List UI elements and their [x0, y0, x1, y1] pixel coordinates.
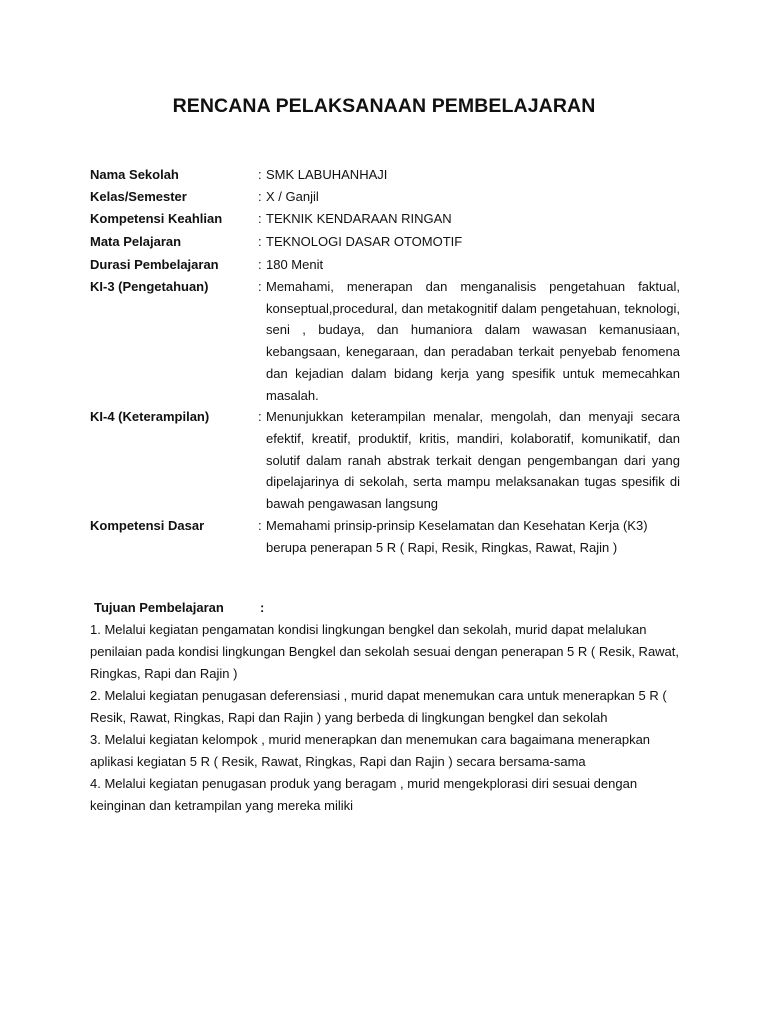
colon: : [258, 517, 262, 533]
colon: : [260, 600, 265, 615]
info-table [90, 164, 680, 559]
info-row-kelas-semester [90, 186, 680, 208]
colon: : [258, 257, 262, 272]
info-row-durasi [90, 254, 680, 276]
colon: : [258, 211, 262, 226]
info-label: KI-3 (Pengetahuan) [90, 279, 209, 294]
colon: : [258, 167, 262, 182]
info-row-kompetensi-dasar [90, 515, 680, 559]
info-label: KI-4 (Keterampilan) [90, 409, 210, 425]
info-row-ki3 [90, 276, 680, 406]
objectives-heading-label: Tujuan Pembelajaran [94, 600, 224, 615]
objective-item: 2. Melalui kegiatan penugasan deferensiasi , murid dapat menemukan cara untuk menerapkan 5 R ( Resik, Rawat, Ringkas, Rapi dan Rajin ) yang berbeda di lingkungan bengkel dan sekolah [90, 688, 667, 725]
learning-objectives [90, 597, 682, 817]
info-value: 180 Menit [266, 257, 324, 272]
info-value: Memahami, menerapan dan menganalisis pengetahuan faktual, konseptual,procedural, dan metakognitif dalam pengetahuan, teknologi, seni , budaya, dan humaniora dalam wawasan kemanusiaan, kebangsaan, kenegaraan, dan peradaban terkait penyebab fenomena dan kejadian dalam bidang kerja yang spesifik untuk memecahkan masalah. [266, 279, 680, 403]
info-label: Kompetensi Dasar [90, 517, 205, 533]
info-row-kompetensi-keahlian [90, 208, 680, 231]
info-row-ki4 [90, 406, 680, 515]
info-value: X / Ganjil [266, 189, 319, 204]
colon: : [258, 189, 262, 204]
info-row-mata-pelajaran [90, 231, 680, 254]
document-title: RENCANA PELAKSANAAN PEMBELAJARAN [172, 95, 596, 117]
colon: : [258, 409, 262, 425]
info-label: Mata Pelajaran [90, 234, 182, 249]
info-value: TEKNOLOGI DASAR OTOMOTIF [266, 234, 463, 249]
info-label: Kelas/Semester [90, 189, 187, 204]
info-row-nama-sekolah [90, 164, 680, 186]
colon: : [258, 279, 262, 294]
info-label: Durasi Pembelajaran [90, 257, 219, 272]
objectives-heading [90, 597, 682, 619]
info-value: TEKNIK KENDARAAN RINGAN [266, 211, 452, 226]
objective-item: 3. Melalui kegiatan kelompok , murid menerapkan dan menemukan cara bagaimana menerapkan aplikasi kegiatan 5 R ( Resik, Rawat, Ringkas, Rapi dan Rajin ) secara bersama-sama [90, 732, 651, 769]
colon: : [258, 234, 262, 249]
info-value: Memahami prinsip-prinsip Keselamatan dan Kesehatan Kerja (K3) berupa penerapan 5 R ( Rapi, Resik, Ringkas, Rawat, Rajin ) [266, 517, 648, 555]
info-label: Kompetensi Keahlian [90, 211, 223, 226]
info-value: SMK LABUHANHAJI [266, 167, 388, 182]
info-value: Menunjukkan keterampilan menalar, mengolah, dan menyaji secara efektif, kreatif, produktif, kritis, mandiri, kolaboratif, komunikatif, dan solutif dalam ranah abstrak terkait dengan pengembangan dari yang dipelajarinya di sekolah, serta mampu melaksanakan tugas spesifik di bawah pengawasan langsung [266, 409, 680, 512]
objective-item: 1. Melalui kegiatan pengamatan kondisi lingkungan bengkel dan sekolah, murid dapat melalukan penilaian pada kondisi lingkungan Bengkel dan sekolah sesuai dengan penerapan 5 R ( Resik, Rawat, Ringkas, Rapi dan Rajin ) [90, 622, 680, 681]
info-label: Nama Sekolah [90, 167, 179, 182]
objective-item: 4. Melalui kegiatan penugasan produk yang beragam , murid mengekplorasi diri sesuai dengan keinginan dan ketrampilan yang mereka miliki [90, 776, 638, 813]
